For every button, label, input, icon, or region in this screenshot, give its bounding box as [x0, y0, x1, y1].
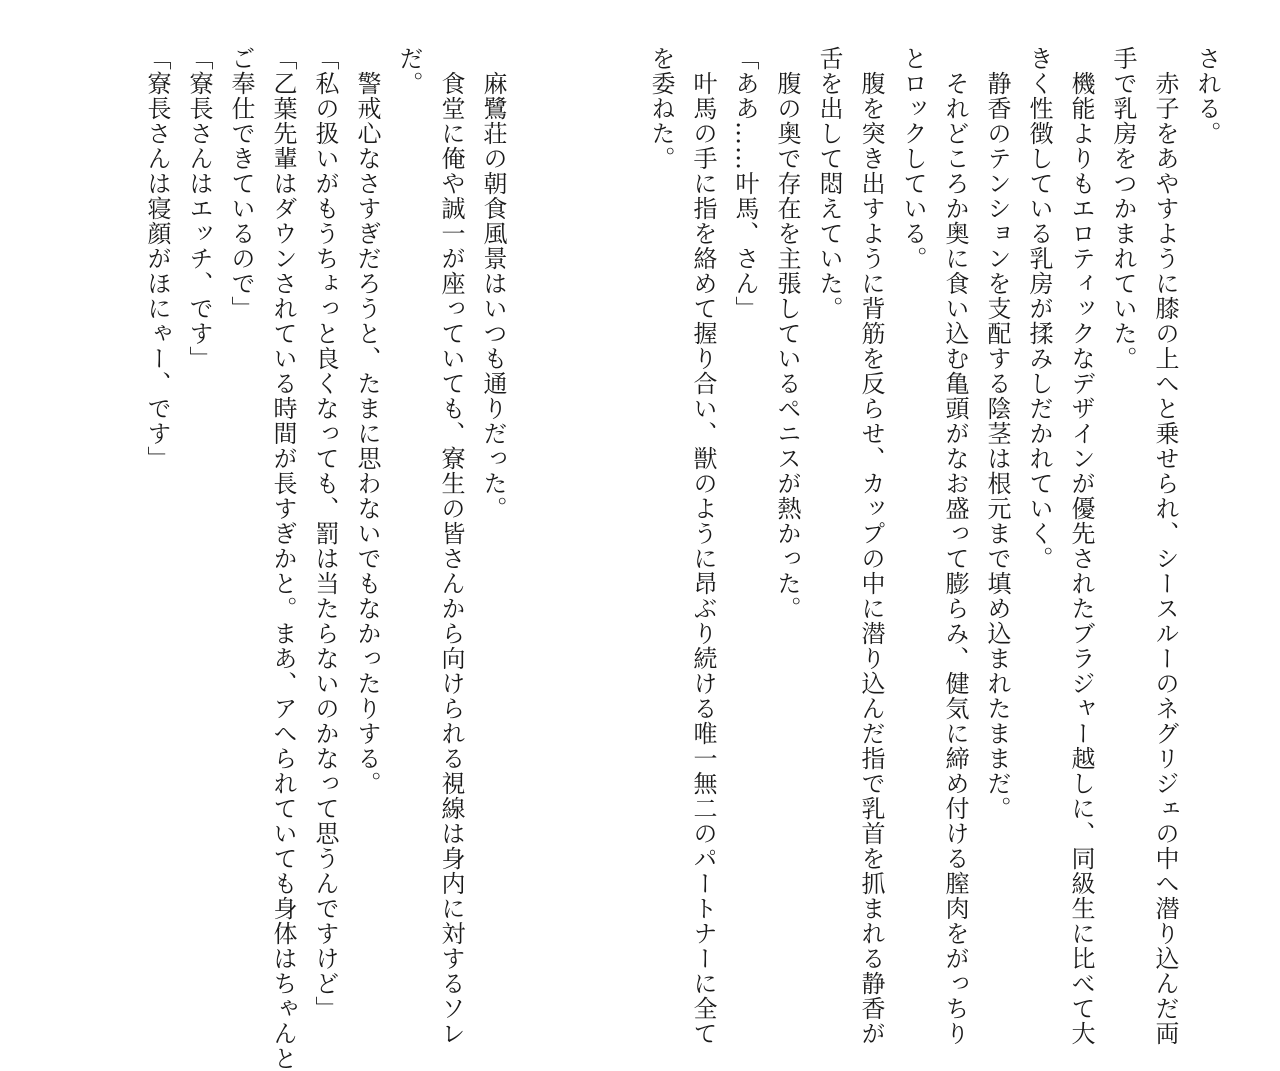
text-line: 食堂に俺や誠一が座っていても、寮生の皆さんから向けられる視線は身内に対するソレ — [437, 46, 465, 1046]
dialogue-line: 「ああ……叶馬、さん」 — [731, 46, 759, 321]
text-line: 警戒心なさすぎだろうと、たまに思わないでもなかったりする。 — [353, 46, 381, 796]
text-line: それどころか奥に食い込む亀頭がなお盛って膨らみ、健気に締め付ける膣肉をがっちり — [941, 46, 969, 1046]
text-line: きく性徴している乳房が揉みしだかれていく。 — [1025, 46, 1053, 571]
text-line: 静香のテンションを支配する陰茎は根元まで填め込まれたままだ。 — [983, 46, 1011, 821]
text-line: を委ねた。 — [647, 46, 675, 171]
text-line: 腹を突き出すように背筋を反らせ、カップの中に潜り込んだ指で乳首を抓まれる静香が — [857, 46, 885, 1046]
dialogue-line: 「乙葉先輩はダウンされている時間が長すぎかと。まあ、アへられていても身体はちゃんと — [269, 46, 297, 1071]
dialogue-line: 「寮長さんは寝顔がほにゃー、です」 — [143, 46, 171, 471]
text-line: 腹の奥で存在を主張しているペニスが熱かった。 — [773, 46, 801, 621]
text-line: 麻鷺荘の朝食風景はいつも通りだった。 — [479, 46, 507, 521]
text-line: だ。 — [395, 46, 423, 96]
text-line: 舌を出して悶えていた。 — [815, 46, 843, 321]
section-break — [514, 46, 556, 1046]
text-line: 赤子をあやすように膝の上へと乗せられ、シースルーのネグリジェの中へ潜り込んだ両 — [1151, 46, 1179, 1046]
text-line: とロックしている。 — [899, 46, 927, 271]
text-line: 機能よりもエロティックなデザインが優先されたブラジャー越しに、同級生に比べて大 — [1067, 46, 1095, 1046]
text-line: 叶馬の手に指を絡めて握り合い、獣のように昂ぶり続ける唯一無二のパートナーに全て — [689, 46, 717, 1046]
text-line: される。 — [1193, 46, 1221, 146]
dialogue-line: ご奉仕できているので」 — [227, 46, 255, 321]
section-break — [556, 46, 598, 1046]
section-break — [598, 46, 640, 1046]
vertical-text-body — [136, 46, 1228, 1071]
text-line: 手で乳房をつかまれていた。 — [1109, 46, 1137, 371]
dialogue-line: 「私の扱いがもうちょっと良くなっても、罰は当たらないのかなって思うんですけど」 — [311, 46, 339, 1021]
dialogue-line: 「寮長さんはエッチ、です」 — [185, 46, 213, 371]
